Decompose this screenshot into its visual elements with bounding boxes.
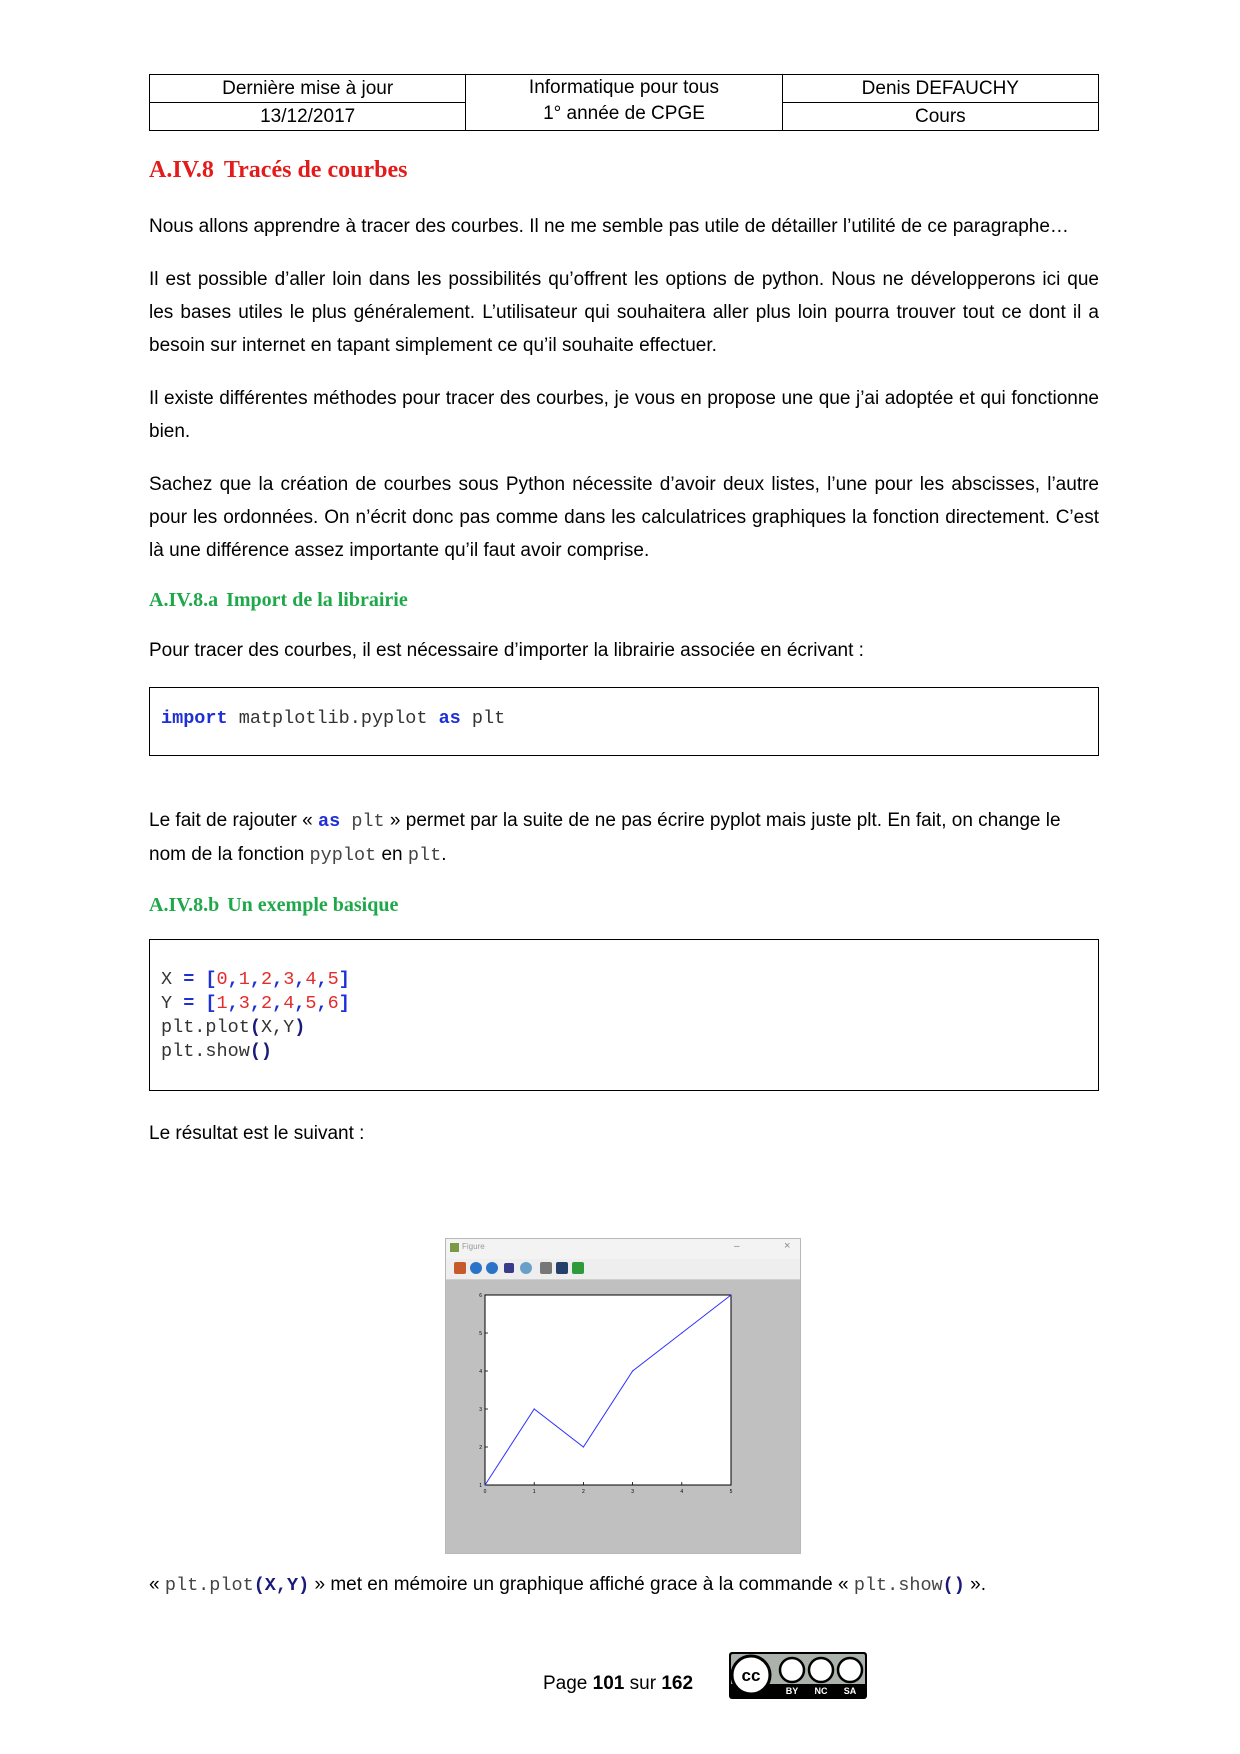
data-point: [730, 1294, 731, 1295]
data-point: [484, 1484, 485, 1485]
subsection-a-explanation: [149, 804, 1099, 872]
header-course-title: Informatique pour tous: [528, 77, 720, 98]
explain-text-1: Le fait de rajouter «: [149, 810, 318, 831]
y-tick-label: 4: [479, 1369, 482, 1375]
subsection-a-heading: [149, 589, 1099, 612]
x-tick-label: 3: [631, 1489, 634, 1495]
section-heading: [149, 157, 1099, 184]
paragraph-2: Il est possible d’aller loin dans les possibilités qu’offrent les options de python. Nous ne développerons ici que les bases utiles le plus généralement. L’utilisateur qui souhaitera aller plus loin pourra trouver tout ce dont il a besoin sur internet en tapant simplement ce qu’il souhaite effectuer.: [149, 269, 1099, 356]
code-number: 2: [260, 969, 273, 990]
code-number: 2: [260, 993, 273, 1014]
paragraph-4: Sachez que la création de courbes sous Python nécessite d’avoir deux listes, l’une pour les abscisses, l’autre pour les ordonnées. On n’écrit donc pas comme dans les calculatrices graphiques la fonction directement. C’est là une différence assez importante qu’il faut avoir comprise.: [149, 474, 1099, 561]
code-comma: ,: [316, 969, 328, 990]
code-number: 6: [327, 993, 339, 1014]
code-comma: ,: [316, 993, 328, 1014]
code-number: 3: [283, 969, 295, 990]
header-course-level: 1° année de CPGE: [543, 103, 705, 124]
header-author: Denis DEFAUCHY: [782, 75, 1098, 103]
explain-text-2: » permet par la suite de ne pas écrire pyplot mais juste plt. En fait, on change le nom de la fonction: [149, 810, 1061, 865]
caption-text-2: » met en mémoire un graphique affiché grace à la commande «: [309, 1574, 854, 1595]
code-comma: ,: [249, 969, 261, 990]
example-code-block: [149, 939, 1099, 1091]
code-paren-close: ): [294, 1017, 306, 1038]
subsection-a-number: A.IV.8.a: [149, 589, 219, 611]
code-number: 3: [238, 993, 250, 1014]
minimize-button[interactable]: –: [734, 1241, 740, 1252]
page-sep: sur: [629, 1673, 657, 1694]
figure-caption: [149, 1568, 1099, 1602]
code-alias: plt: [460, 708, 506, 729]
caption-text-1: «: [149, 1574, 165, 1595]
y-tick-label: 3: [479, 1407, 482, 1413]
caption-code-plot: plt.plot: [164, 1575, 254, 1596]
figure-window: [445, 1238, 801, 1554]
caption-code-show: plt.show: [853, 1575, 943, 1596]
code-comma: ,: [227, 993, 239, 1014]
plot-canvas: [446, 1239, 800, 1553]
subsection-b-number: A.IV.8.b: [149, 894, 220, 916]
code-assign: =: [172, 993, 206, 1014]
code-number: 4: [283, 993, 295, 1014]
footer: [0, 1663, 1240, 1703]
code-number: 0: [216, 969, 228, 990]
code-bracket-open: [: [205, 969, 217, 990]
code-number: 1: [238, 969, 250, 990]
subsection-b-heading: [149, 894, 1099, 917]
code-keyword-as: as: [438, 708, 461, 729]
subsection-b-title: Un exemple basique: [227, 894, 399, 916]
code-plot-args: X,Y: [260, 1017, 295, 1038]
x-tick-label: 2: [582, 1489, 585, 1495]
code-comma: ,: [294, 969, 306, 990]
nc-label: NC: [814, 1686, 828, 1696]
close-button[interactable]: ×: [784, 1240, 791, 1252]
y-tick-label: 6: [479, 1293, 482, 1299]
code-var-x: X: [161, 969, 173, 990]
code-bracket-open: [: [205, 993, 217, 1014]
code-comma: ,: [272, 969, 284, 990]
paragraph-3: Il existe différentes méthodes pour tracer des courbes, je vous en propose une que j’ai adoptée et qui fonctionne bien.: [149, 388, 1099, 442]
cc-license-badge: [729, 1652, 867, 1699]
explain-text-3: en: [376, 844, 408, 865]
code-number: 1: [216, 993, 228, 1014]
explain-code-plt2: plt: [407, 845, 442, 866]
code-show-call: plt.show: [161, 1041, 250, 1062]
x-tick-label: 4: [680, 1489, 684, 1495]
by-icon: [780, 1658, 804, 1682]
code-comma: ,: [227, 969, 239, 990]
data-point: [632, 1370, 633, 1371]
code-number: 5: [327, 969, 339, 990]
data-point: [583, 1446, 584, 1447]
code-line-import: [161, 707, 1087, 731]
code-line-plot: [161, 1016, 1087, 1040]
page-content: [149, 74, 1099, 1170]
subsection-a-title: Import de la librairie: [226, 589, 408, 611]
x-tick-label: 5: [729, 1489, 733, 1495]
code-module: matplotlib.pyplot: [227, 708, 439, 729]
code-line-show: [161, 1040, 1087, 1064]
x-tick-label: 1: [532, 1489, 536, 1495]
page-label: Page: [543, 1673, 588, 1694]
page-current: 101: [592, 1673, 625, 1694]
section-title: Tracés de courbes: [223, 157, 408, 183]
data-point: [534, 1408, 535, 1409]
nc-icon: [809, 1658, 833, 1682]
cc-license-icon: [729, 1652, 867, 1699]
code-plot-call: plt.plot: [161, 1017, 250, 1038]
explain-text-4: .: [441, 844, 447, 865]
code-show-parens: (): [249, 1041, 273, 1062]
header-doc-type: Cours: [782, 103, 1098, 131]
y-tick-label: 2: [479, 1445, 482, 1451]
code-line-x: [161, 968, 1087, 992]
result-text: Le résultat est le suivant :: [149, 1123, 365, 1144]
code-var-y: Y: [161, 993, 173, 1014]
sa-label: SA: [843, 1686, 857, 1696]
caption-text-3: ».: [964, 1574, 987, 1595]
code-keyword-import: import: [161, 708, 228, 729]
y-tick-label: 5: [479, 1331, 482, 1337]
code-bracket-close: ]: [338, 969, 350, 990]
page-total: 162: [661, 1673, 694, 1694]
caption-code-plot-args: (X,Y): [253, 1575, 310, 1596]
code-comma: ,: [294, 993, 306, 1014]
data-point: [681, 1332, 682, 1333]
code-line-y: [161, 992, 1087, 1016]
section-number: A.IV.8: [149, 157, 214, 183]
header-updated-label: Dernière mise à jour: [150, 75, 466, 103]
subsection-a-intro: Pour tracer des courbes, il est nécessaire d’importer la librairie associée en écrivant :: [149, 640, 864, 661]
code-number: 5: [305, 993, 317, 1014]
code-comma: ,: [249, 993, 261, 1014]
by-label: BY: [785, 1686, 799, 1696]
explain-code-pyplot: pyplot: [309, 845, 377, 866]
import-code-block: [149, 687, 1099, 756]
code-assign: =: [172, 969, 206, 990]
code-comma: ,: [272, 993, 284, 1014]
cc-text: cc: [741, 1666, 761, 1685]
sa-icon: [838, 1658, 862, 1682]
y-tick-label: 1: [479, 1483, 482, 1489]
x-tick-label: 0: [483, 1489, 487, 1495]
code-number: 4: [305, 969, 317, 990]
code-paren-open: (: [249, 1017, 261, 1038]
header-course: [466, 75, 782, 131]
explain-code-plt: plt: [340, 811, 385, 832]
code-bracket-close: ]: [338, 993, 350, 1014]
header-updated-date: 13/12/2017: [150, 103, 466, 131]
explain-code-as: as: [318, 811, 341, 832]
paragraph-1: Nous allons apprendre à tracer des courbes. Il ne me semble pas utile de détailler l’utilité de ce paragraphe…: [149, 216, 1069, 237]
figure-title: Figure: [462, 1242, 485, 1251]
caption-code-show-args: (): [942, 1575, 965, 1596]
page-number: [543, 1673, 693, 1695]
header-table: [149, 74, 1099, 131]
